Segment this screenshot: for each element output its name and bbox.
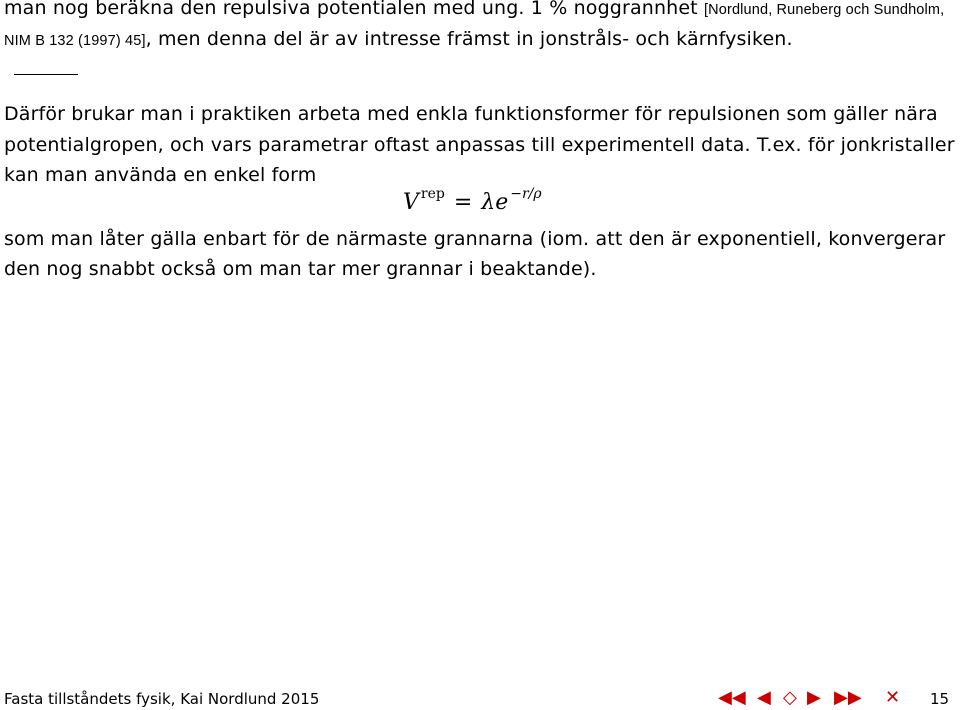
paragraph-line-2: potentialgropen, och vars parametrar oftast anpassas till experimentell data. T.ex. för jonkristaller [4,134,955,156]
page-number: 15 [930,690,950,708]
equation-exponent: −r/ρ [510,186,542,202]
nav-home-icon[interactable]: ◇ [783,687,797,708]
nav-last-icon[interactable]: ▶▶ [834,687,862,708]
equation-rhs: λe [481,190,509,215]
text-line-1-main: man nog beräkna den repulsiva potentialen med ung. 1 % noggrannhet [4,0,704,19]
citation-start: [Nordlund, Runeberg och Sundholm, [703,2,945,18]
footer-title: Fasta tillståndets fysik, Kai Nordlund 2015 [4,690,320,708]
nav-first-icon[interactable]: ◀◀ [718,687,746,708]
equation-equals: = [453,190,473,215]
equation-lhs: V [403,190,419,215]
text-line-2-main: , men denna del är av intresse främst in jonstråls- och kärnfysiken. [145,28,793,50]
text-line-2 [4,27,793,53]
paragraph-line-1: Därför brukar man i praktiken arbeta med enkla funktionsformer för repulsionen som gäller nära [4,103,938,125]
citation-end: NIM B 132 (1997) 45] [4,33,146,49]
equation-lhs-superscript: rep [420,186,445,202]
footnote-rule [14,74,78,75]
paragraph-line-4: som man låter gälla enbart för de närmaste grannarna (iom. att den är exponentiell, konvergerar [4,228,946,250]
paragraph-line-3: kan man använda en enkel form [4,164,317,186]
repulsion-equation [403,186,542,222]
text-line-1 [4,0,944,22]
nav-close-icon[interactable]: ✕ [885,687,901,708]
nav-prev-icon[interactable]: ◀ [757,687,771,708]
paragraph-line-5: den nog snabbt också om man tar mer grannar i beaktande). [4,258,597,280]
nav-next-icon[interactable]: ▶ [807,687,821,708]
